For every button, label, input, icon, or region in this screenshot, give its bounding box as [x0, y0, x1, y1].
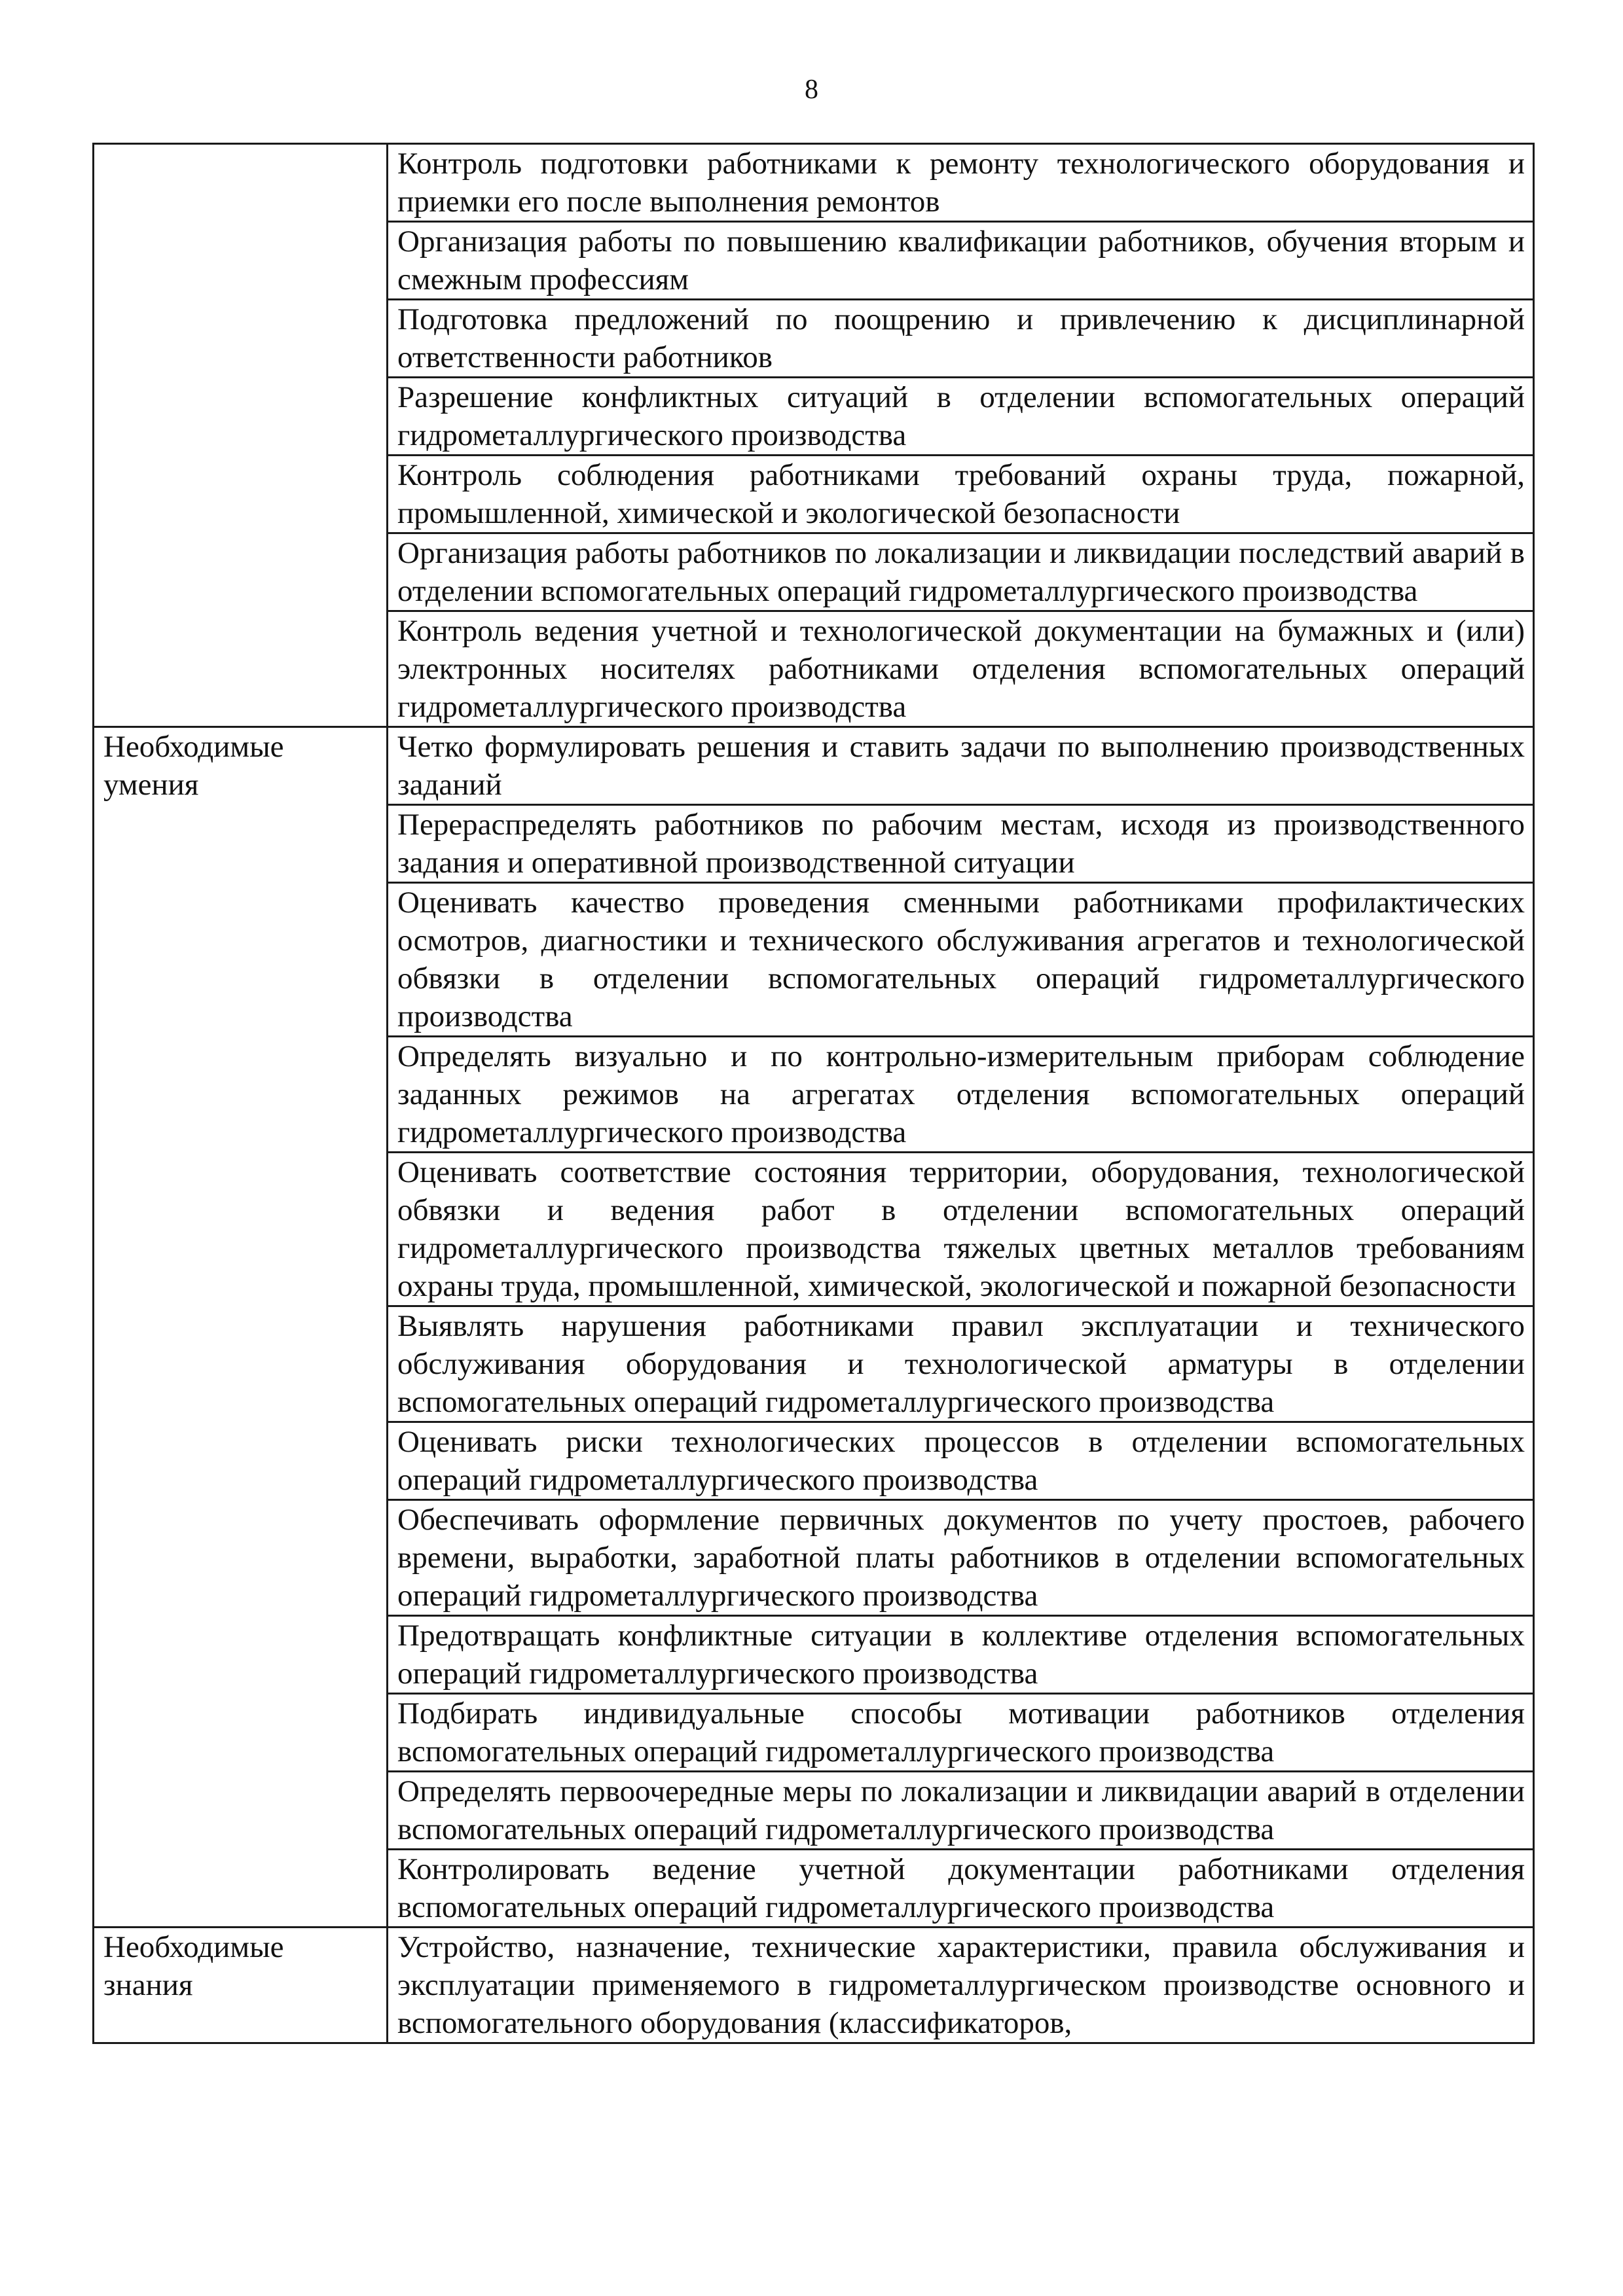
requirement-item: Оценивать соответствие состояния территории, оборудования, технологической обвязки и ведения работ в отделении вспомогательных операций гидрометаллургического производства тяжелых цветных металлов требованиям охраны труда, промышленной, химической, экологической и пожарной безопасности — [388, 1153, 1534, 1306]
requirement-item: Устройство, назначение, технические характеристики, правила обслуживания и эксплуатации применяемого в гидрометаллургическом производстве основного и вспомогательного оборудования (классификаторов, — [388, 1928, 1534, 2043]
requirement-item: Определять визуально и по контрольно-измерительным приборам соблюдение заданных режимов на агрегатах отделения вспомогательных операций гидрометаллургического производства — [388, 1037, 1534, 1153]
page-number: 8 — [805, 75, 818, 105]
table-row — [94, 1928, 1534, 2043]
requirement-item: Контроль соблюдения работниками требований охраны труда, пожарной, промышленной, химической и экологической безопасности — [388, 456, 1534, 533]
requirement-item: Определять первоочередные меры по локализации и ликвидации аварий в отделении вспомогательных операций гидрометаллургического производства — [388, 1772, 1534, 1850]
section-label: Необходимые знания — [94, 1928, 388, 2043]
requirement-item: Четко формулировать решения и ставить задачи по выполнению производственных заданий — [388, 727, 1534, 805]
competency-table — [92, 143, 1535, 2044]
requirement-item: Организация работы по повышению квалификации работников, обучения вторым и смежным профессиям — [388, 222, 1534, 300]
requirement-item: Оценивать качество проведения сменными работниками профилактических осмотров, диагностики и технического обслуживания агрегатов и технологической обвязки в отделении вспомогательных операций гидрометаллургического производства — [388, 883, 1534, 1037]
requirement-item: Оценивать риски технологических процессов в отделении вспомогательных операций гидрометаллургического производства — [388, 1422, 1534, 1500]
section-label: Необходимые умения — [94, 727, 388, 1928]
requirement-item: Организация работы работников по локализации и ликвидации последствий аварий в отделении вспомогательных операций гидрометаллургического производства — [388, 533, 1534, 611]
table-row — [94, 144, 1534, 222]
section-label-empty — [94, 144, 388, 727]
requirement-item: Обеспечивать оформление первичных документов по учету простоев, рабочего времени, выработки, заработной платы работников в отделении вспомогательных операций гидрометаллургического производства — [388, 1500, 1534, 1616]
requirement-item: Контроль ведения учетной и технологической документации на бумажных и (или) электронных носителях работниками отделения вспомогательных операций гидрометаллургического производства — [388, 611, 1534, 727]
requirement-item: Подбирать индивидуальные способы мотивации работников отделения вспомогательных операций гидрометаллургического производства — [388, 1694, 1534, 1772]
requirement-item: Выявлять нарушения работниками правил эксплуатации и технического обслуживания оборудования и технологической арматуры в отделении вспомогательных операций гидрометаллургического производства — [388, 1306, 1534, 1422]
requirement-item: Перераспределять работников по рабочим местам, исходя из производственного задания и оперативной производственной ситуации — [388, 805, 1534, 883]
table-row — [94, 727, 1534, 805]
requirement-item: Контролировать ведение учетной документации работниками отделения вспомогательных операций гидрометаллургического производства — [388, 1850, 1534, 1928]
requirement-item: Контроль подготовки работниками к ремонту технологического оборудования и приемки его после выполнения ремонтов — [388, 144, 1534, 222]
requirement-item: Разрешение конфликтных ситуаций в отделении вспомогательных операций гидрометаллургического производства — [388, 378, 1534, 456]
requirement-item: Подготовка предложений по поощрению и привлечению к дисциплинарной ответственности работников — [388, 300, 1534, 378]
requirement-item: Предотвращать конфликтные ситуации в коллективе отделения вспомогательных операций гидрометаллургического производства — [388, 1616, 1534, 1694]
